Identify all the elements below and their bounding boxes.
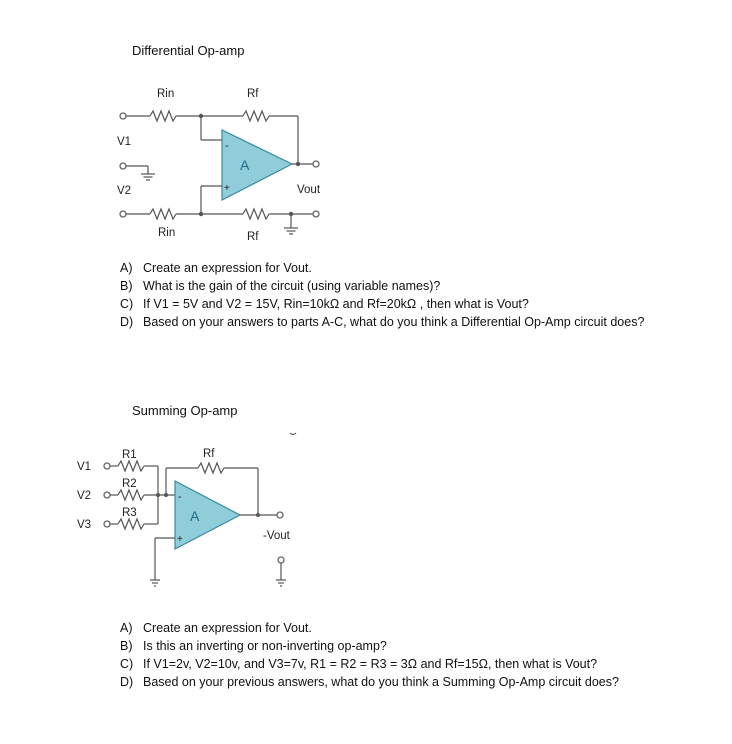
sum-question-a-letter: A)	[120, 621, 133, 635]
sum-terminal-vout	[277, 512, 283, 518]
diff-terminal-v1	[120, 113, 126, 119]
diff-label-v1: V1	[117, 136, 132, 148]
sum-label-minus: -	[178, 491, 182, 503]
diff-terminal-vout	[313, 161, 319, 167]
diff-question-d-letter: D)	[120, 315, 134, 329]
diff-label-minus: -	[225, 140, 229, 152]
sum-label-r1: R1	[122, 449, 137, 461]
stray-mark	[290, 433, 296, 435]
diff-resistor-rf-bottom	[243, 209, 269, 219]
sum-question-a-text: Create an expression for Vout.	[143, 621, 312, 635]
sum-ground-icon-right	[276, 580, 286, 586]
diff-opamp-triangle	[222, 130, 292, 200]
sum-resistor-r3	[118, 519, 144, 529]
sum-label-r3: R3	[122, 507, 137, 519]
sum-question-b-text: Is this an inverting or non-inverting op-amp?	[143, 639, 387, 653]
diff-question-b-letter: B)	[120, 279, 133, 293]
sum-question-d-text: Based on your previous answers, what do you think a Summing Op-Amp circuit does?	[143, 675, 619, 689]
diff-label-rf-bottom: Rf	[247, 231, 259, 243]
diff-node-noninverting	[199, 212, 203, 216]
sum-question-a	[120, 619, 312, 637]
sum-label-rf: Rf	[203, 448, 215, 460]
sum-label-plus: +	[177, 534, 183, 545]
diff-resistor-rin-top	[150, 111, 176, 121]
diff-label-rin-top: Rin	[157, 88, 175, 100]
summing-circuit	[77, 448, 291, 586]
diff-label-v2: V2	[117, 185, 132, 197]
differential-title: Differential Op-amp	[132, 43, 245, 58]
diff-question-d-text: Based on your answers to parts A-C, what do you think a Differential Op-Amp circuit does?	[143, 315, 645, 329]
diff-label-opamp: A	[240, 157, 250, 173]
sum-terminal-ground	[278, 557, 284, 563]
diff-question-c-text: If V1 = 5V and V2 = 15V, Rin=10kΩ and Rf=20kΩ , then what is Vout?	[143, 297, 529, 311]
diff-question-c-letter: C)	[120, 297, 134, 311]
sum-question-c	[120, 655, 597, 673]
diff-question-b	[120, 277, 440, 295]
sum-label-r2: R2	[122, 478, 137, 490]
sum-label-v3: V3	[77, 519, 92, 531]
sum-question-b	[120, 637, 387, 655]
diff-label-rf-top: Rf	[247, 88, 259, 100]
differential-circuit	[117, 88, 321, 243]
sum-ground-icon-left	[150, 580, 160, 586]
diff-terminal-right	[313, 211, 319, 217]
sum-label-v1: V1	[77, 461, 92, 473]
sum-label-v2: V2	[77, 490, 92, 502]
sum-resistor-r1	[118, 461, 144, 471]
diff-question-a-text: Create an expression for Vout.	[143, 261, 312, 275]
diff-ground-icon-right	[284, 214, 298, 234]
sum-question-d-letter: D)	[120, 675, 134, 689]
sum-resistor-r2	[118, 490, 144, 500]
diff-question-a-letter: A)	[120, 261, 133, 275]
sum-question-c-text: If V1=2v, V2=10v, and V3=7v, R1 = R2 = R3 = 3Ω and Rf=15Ω, then what is Vout?	[143, 657, 598, 671]
sum-question-d	[120, 673, 619, 691]
sum-terminal-v2	[104, 492, 110, 498]
diff-resistor-rin-bottom	[150, 209, 176, 219]
diff-node-output	[296, 162, 300, 166]
diff-resistor-rf-top	[243, 111, 269, 121]
diff-question-d	[120, 313, 644, 331]
diff-ground-icon-middle	[126, 166, 155, 180]
sum-terminal-v1	[104, 463, 110, 469]
sum-resistor-rf	[198, 463, 224, 473]
summing-title: Summing Op-amp	[132, 403, 238, 418]
sum-question-c-letter: C)	[120, 657, 134, 671]
diff-question-b-text: What is the gain of the circuit (using variable names)?	[143, 279, 441, 293]
sum-opamp-triangle	[175, 481, 240, 549]
sum-label-opamp: A	[190, 508, 200, 524]
diff-question-a	[120, 259, 312, 277]
diff-label-plus: +	[224, 183, 230, 194]
diff-terminal-v2	[120, 211, 126, 217]
diff-label-vout: Vout	[297, 184, 321, 196]
diff-label-rin-bottom: Rin	[158, 227, 176, 239]
sum-label-vout: -Vout	[263, 530, 290, 542]
diff-question-c	[120, 295, 529, 313]
sum-question-b-letter: B)	[120, 639, 133, 653]
sum-terminal-v3	[104, 521, 110, 527]
diff-terminal-common	[120, 163, 126, 169]
sum-node-output	[256, 513, 260, 517]
